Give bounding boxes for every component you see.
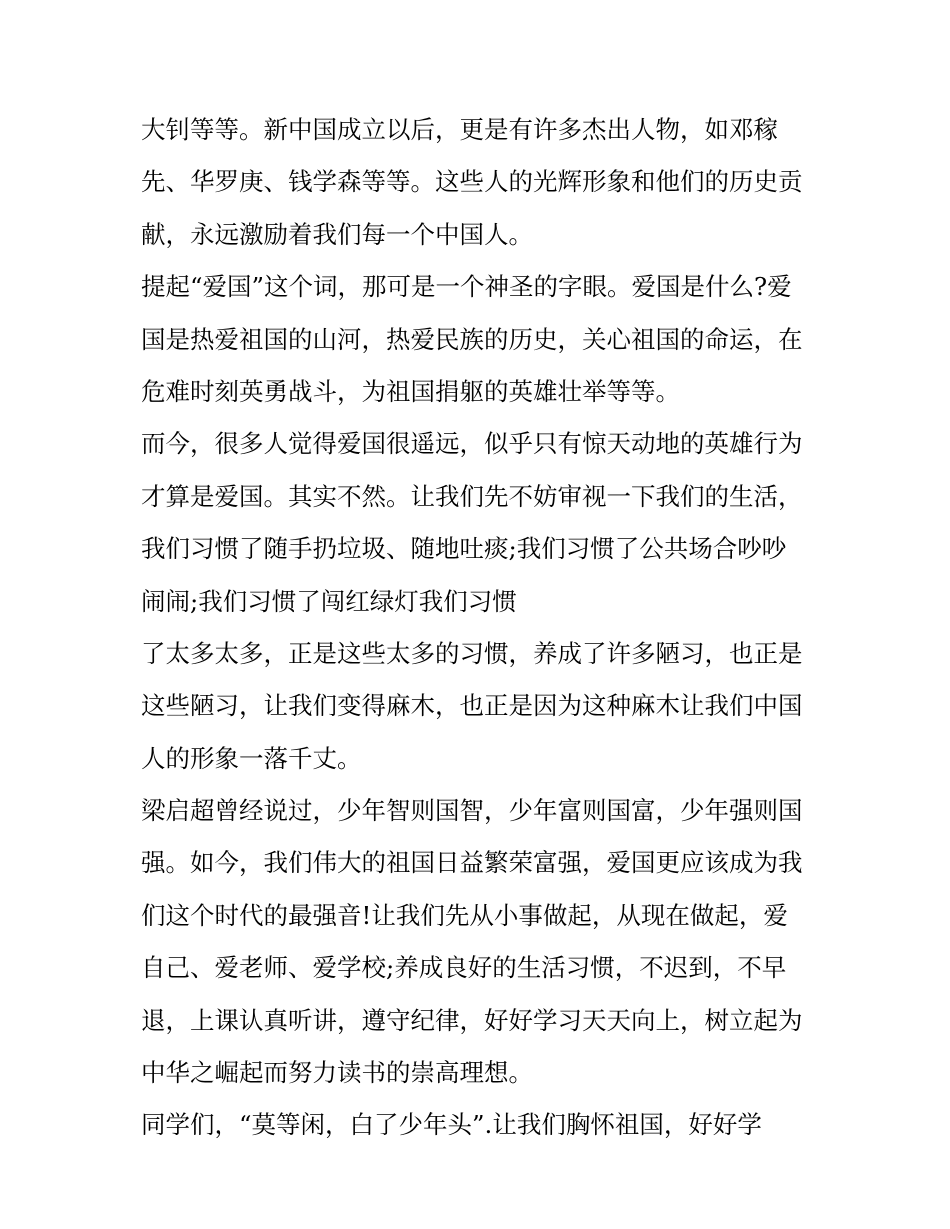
text-line: 而今，很多人觉得爱国很遥远，似乎只有惊天动地的英雄行为 (141, 429, 803, 459)
text-line: 国是热爱祖国的山河，热爱民族的历史，关心祖国的命运，在 (141, 324, 803, 354)
text-line: 人的形象一落千丈。 (141, 743, 362, 773)
text-line: 大钊等等。新中国成立以后，更是有许多杰出人物，如邓稼 (141, 115, 778, 144)
text-line: 中华之崛起而努力读书的崇高理想。 (141, 1058, 533, 1088)
text-line: 我们习惯了随手扔垃圾、随地吐痰;我们习惯了公共场合吵吵 (141, 534, 787, 564)
text-line: 们这个时代的最强音!让我们先从小事做起，从现在做起，爱 (141, 900, 788, 930)
text-line: 梁启超曾经说过，少年智则国智，少年富则国富，少年强则国 (141, 796, 803, 826)
text-line: 才算是爱国。其实不然。让我们先不妨审视一下我们的生活， (141, 481, 803, 511)
text-line: 献，永远激励着我们每一个中国人。 (141, 219, 533, 249)
text-line: 这些陋习，让我们变得麻木，也正是因为这种麻木让我们中国 (141, 691, 803, 721)
text-line: 退，上课认真听讲，遵守纪律，好好学习天天向上，树立起为 (141, 1005, 803, 1035)
text-line: 强。如今，我们伟大的祖国日益繁荣富强，爱国更应该成为我 (141, 848, 803, 878)
text-line: 自己、爱老师、爱学校;养成良好的生活习惯，不迟到，不早 (141, 953, 787, 983)
text-line: 同学们，“莫等闲，白了少年头”.让我们胸怀祖国，好好学 (141, 1110, 762, 1140)
text-line: 先、华罗庚、钱学森等等。这些人的光辉形象和他们的历史贡 (141, 167, 803, 197)
text-line: 了太多太多，正是这些太多的习惯，养成了许多陋习，也正是 (141, 638, 803, 668)
text-line: 提起“爱国”这个词，那可是一个神圣的字眼。爱国是什么?爱 (141, 272, 792, 302)
body-text (141, 104, 821, 1152)
text-line: 闹闹;我们习惯了闯红绿灯我们习惯 (141, 586, 517, 616)
text-line: 危难时刻英勇战斗，为祖国捐躯的英雄壮举等等。 (141, 376, 680, 406)
